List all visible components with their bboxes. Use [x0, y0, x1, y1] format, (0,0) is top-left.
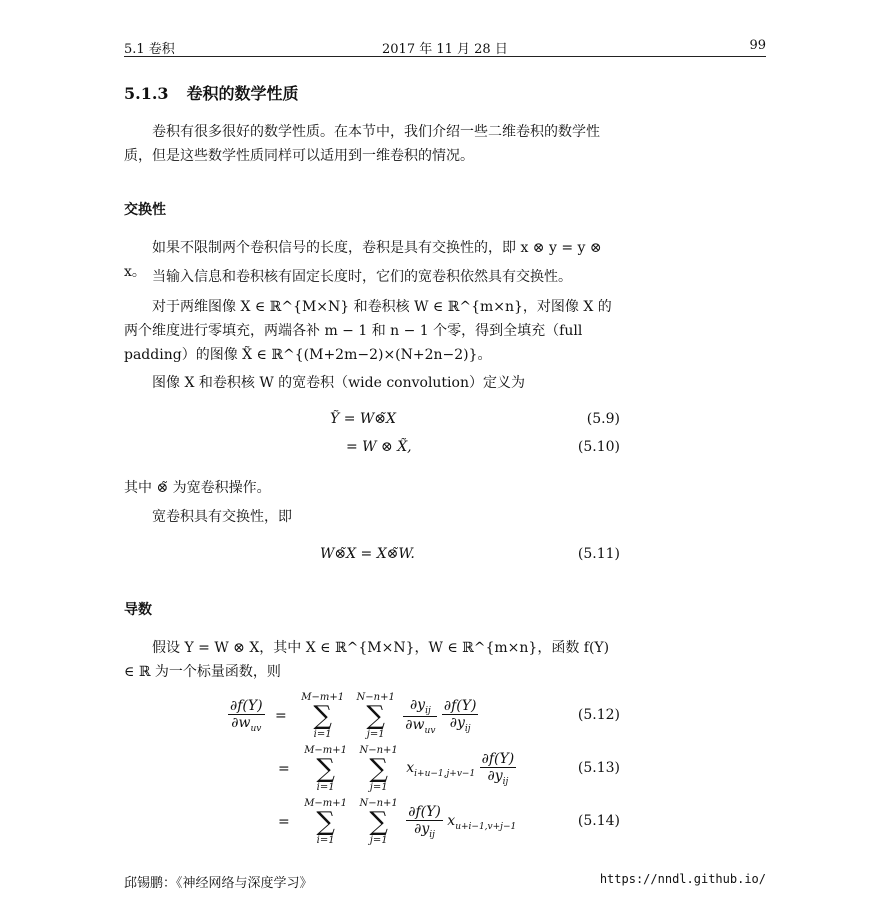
footer-book-title: 邱锡鹏：《神经网络与深度学习》	[124, 876, 313, 891]
equation-5-14: = M−m+1 ∑ i=1 N−n+1 ∑ j=1 $\frac{\partial f(Y)}{\partial y_{ij}}$ $x_{u+i-1,v+j-1}$	[278, 798, 517, 846]
df-dy-fraction: $\frac{\partial f(Y)}{\partial y_{ij}}$	[443, 698, 477, 734]
header-rule	[124, 56, 766, 57]
equation-5-13: = M−m+1 ∑ i=1 N−n+1 ∑ j=1 $x_{i+u-1,j+v-1}$ $\frac{\partial f(Y)}{\partial y_{ij}}$	[278, 745, 515, 793]
equation-number-5-12: (5.12)	[577, 707, 620, 723]
equation-5-10: = W ⊗ X̃,	[346, 439, 412, 455]
equation-number-5-14: (5.14)	[577, 813, 620, 829]
commutativity-p5: 其中 ⊗̃ 为宽卷积操作。	[124, 480, 271, 496]
running-header-date: 2017 年 11 月 28 日	[382, 42, 508, 57]
sum-i: M−m+1 ∑ i=1	[304, 745, 348, 793]
df-dy-fraction: $\frac{\partial f(Y)}{\partial y_{ij}}$	[481, 751, 515, 787]
subsection-commutativity: 交换性	[124, 202, 166, 218]
sum-j: N−n+1 ∑ j=1	[356, 692, 395, 740]
commutativity-p1: 如果不限制两个卷积信号的长度，卷积是具有交换性的，即 x ⊗ y = y ⊗ x。	[124, 240, 602, 280]
intro-paragraph: 卷积有很多很好的数学性质。在本节中，我们介绍一些二维卷积的数学性质，但是这些数学性质同样可以适用到一维卷积的情况。	[124, 124, 600, 164]
equation-5-11: W⊗̃X = X⊗̃W.	[320, 546, 415, 562]
subsection-derivative: 导数	[124, 602, 152, 618]
equation-5-9: Ỹ = W⊗̃X	[330, 411, 396, 427]
x-term: $x_{i+u-1,j+v-1}$	[406, 759, 476, 779]
lhs-fraction: $\frac{\partial f(Y)}{\partial w_{uv}}$	[230, 698, 263, 734]
commutativity-p3: 对于两维图像 X ∈ ℝ^{M×N} 和卷积核 W ∈ ℝ^{m×n}，对图像 X 的两个维度进行零填充，两端各补 m − 1 和 n − 1 个零，得到全填充（full padding）的图像 X̃ ∈ ℝ^{(M+2m−2)×(N+2n−2)}。	[124, 299, 612, 363]
section-title: 卷积的数学性质	[186, 84, 299, 103]
sum-j: N−n+1 ∑ j=1	[359, 745, 398, 793]
equation-number-5-11: (5.11)	[577, 546, 620, 562]
sum-j: N−n+1 ∑ j=1	[359, 798, 398, 846]
dy-dw-fraction: $\frac{\partial y_{ij}}{\partial w_{uv}}$	[405, 696, 436, 736]
section-heading	[124, 81, 299, 104]
section-number: 5.1.3	[124, 84, 169, 103]
equation-5-12: $\frac{\partial f(Y)}{\partial w_{uv}}$ = M−m+1 ∑ i=1 N−n+1 ∑ j=1 $\frac{\partial y_{ij}}{\partial w_{uv}}$ $\frac{\partial f(Y)}{\partial y_{ij}}$	[230, 692, 477, 740]
equation-number-5-9: (5.9)	[586, 411, 620, 427]
sum-i: M−m+1 ∑ i=1	[301, 692, 345, 740]
sum-i: M−m+1 ∑ i=1	[304, 798, 348, 846]
derivative-p1: 假设 Y = W ⊗ X，其中 X ∈ ℝ^{M×N}，W ∈ ℝ^{m×n}，函数 f(Y) ∈ ℝ 为一个标量函数，则	[124, 640, 610, 680]
df-dy-fraction: $\frac{\partial f(Y)}{\partial y_{ij}}$	[408, 804, 441, 840]
commutativity-p6: 宽卷积具有交换性，即	[152, 509, 292, 525]
equation-number-5-13: (5.13)	[577, 760, 620, 776]
equation-number-5-10: (5.10)	[577, 439, 620, 455]
running-header-section: 5.1 卷积	[124, 42, 175, 57]
page-number: 99	[749, 38, 766, 53]
commutativity-p4: 图像 X 和卷积核 W 的宽卷积（wide convolution）定义为	[152, 375, 525, 391]
footer-url[interactable]: https://nndl.github.io/	[599, 872, 766, 886]
commutativity-p2: 当输入信息和卷积核有固定长度时，它们的宽卷积依然具有交换性。	[152, 269, 572, 285]
x-term: $x_{u+i-1,v+j-1}$	[447, 812, 517, 832]
